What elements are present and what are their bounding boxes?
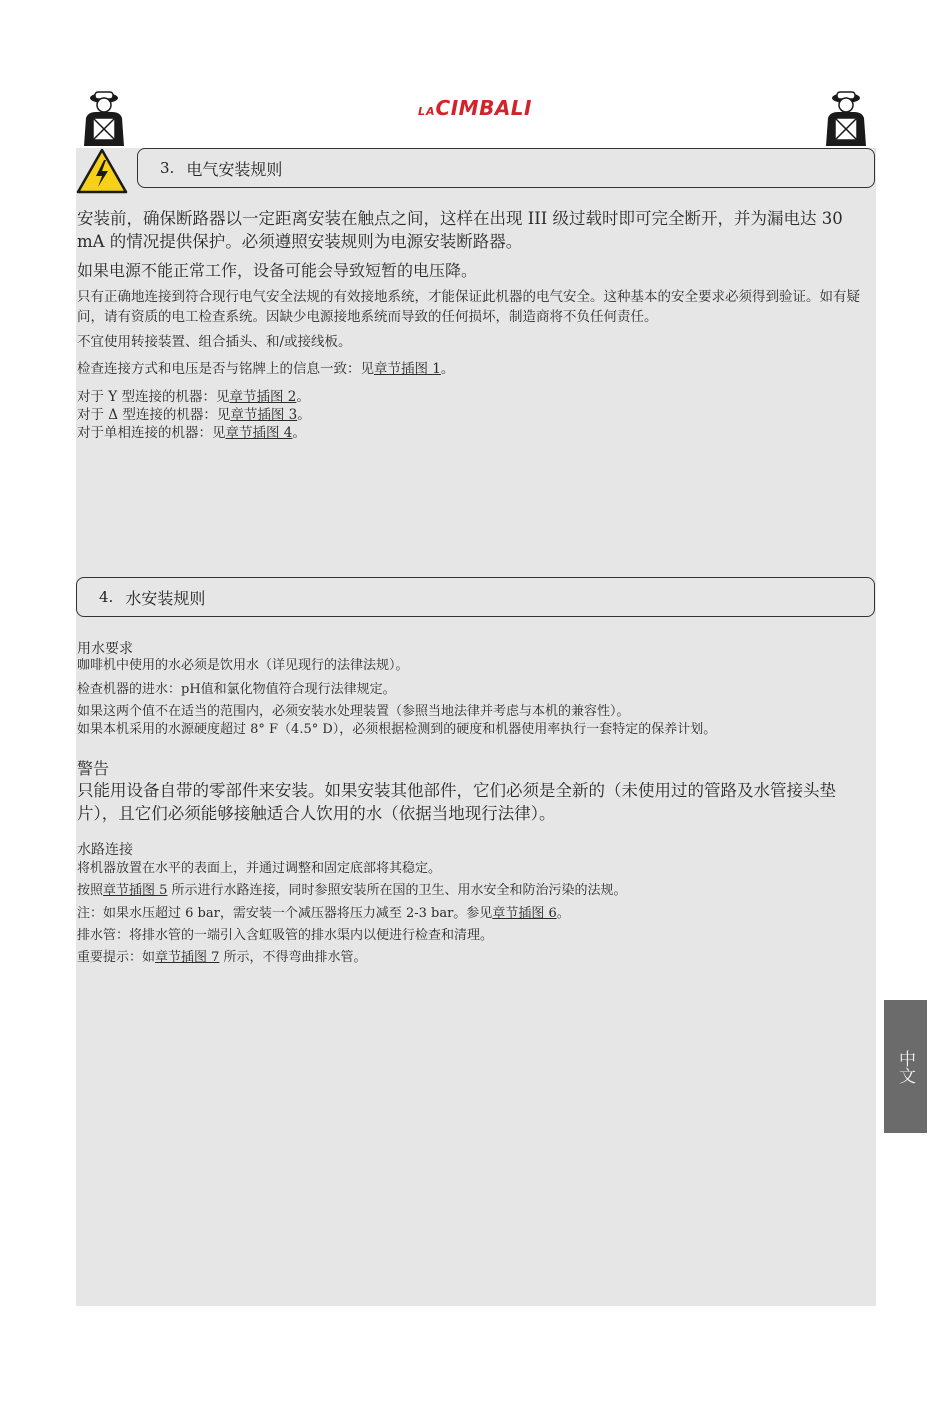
figure-link[interactable]: 章节插图 4 (225, 425, 293, 441)
paragraph: 检查机器的进水：pH值和氯化物值符合现行法律规定。 (77, 682, 396, 697)
section-number: 4. (99, 588, 114, 606)
section-title: 电气安装规则 (186, 159, 283, 179)
language-tab[interactable] (884, 1000, 927, 1133)
section-title: 水安装规则 (125, 588, 206, 608)
figure-link[interactable]: 章节插图 5 (103, 883, 168, 898)
paragraph: 安装前，确保断路器以一定距离安装在触点之间，这样在出现 III 级过载时即可完全断开，并为漏电达 30 mA 的情况提供保护。必须遵照安装规则为电源安装断路器。 (77, 209, 843, 251)
section-number: 3. (160, 159, 175, 177)
section-3-heading (137, 148, 875, 188)
section-4-heading (76, 577, 875, 617)
paragraph: 排水管：将排水管的一端引入含虹吸管的排水渠内以便进行检查和清理。 (77, 928, 494, 943)
warning-heading: 警告 (77, 759, 110, 778)
figure-link[interactable]: 章节插图 2 (229, 389, 297, 405)
paragraph: 如果这两个值不在适当的范围内，必须安装水处理装置（参照当地法律并考虑与本机的兼容性）。 (77, 704, 630, 719)
high-voltage-warning-icon (76, 148, 128, 194)
paragraph: 将机器放置在水平的表面上，并通过调整和固定底部将其稳定。 (77, 861, 442, 876)
subheading: 水路连接 (77, 842, 133, 858)
brand-logo (0, 96, 950, 120)
figure-link[interactable]: 章节插图 6 (492, 906, 557, 921)
paragraph: 如果本机采用的水源硬度超过 8° F（4.5° D），必须根据检测到的硬度和机器使用率执行一套特定的保养计划。 (77, 722, 717, 737)
figure-link[interactable]: 章节插图 1 (374, 361, 441, 377)
logo-prefix: LA (418, 105, 436, 118)
paragraph: 按照章节插图 5 所示进行水路连接，同时参照安装所在国的卫生、用水安全和防治污染的法规。 (77, 883, 627, 898)
paragraph: 咖啡机中使用的水必须是饮用水（详见现行的法律法规）。 (77, 658, 409, 673)
paragraph: 对于 Δ 型连接的机器：见章节插图 3。 (77, 407, 311, 423)
paragraph: 如果电源不能正常工作，设备可能会导致短暂的电压降。 (77, 261, 478, 280)
warning-text: 只能用设备自带的零部件来安装。如果安装其他部件，它们必须是全新的（未使用过的管路及水管接头垫片），且它们必须能够接触适合人饮用的水（依据当地现行法律）。 (77, 781, 836, 823)
logo-main: CIMBALI (435, 96, 532, 120)
paragraph: 重要提示：如章节插图 7 所示，不得弯曲排水管。 (77, 950, 367, 965)
paragraph: 对于 Y 型连接的机器：见章节插图 2。 (77, 389, 310, 405)
paragraph: 检查连接方式和电压是否与铭牌上的信息一致：见章节插图 1。 (77, 361, 455, 377)
paragraph: 不宜使用转接装置、组合插头、和/或接线板。 (77, 334, 352, 350)
paragraph: 对于单相连接的机器：见章节插图 4。 (77, 425, 306, 441)
worker-icon (818, 88, 874, 146)
subheading: 用水要求 (77, 641, 133, 657)
figure-link[interactable]: 章节插图 3 (230, 407, 298, 423)
language-tab-label: 中文 (895, 1049, 915, 1084)
paragraph: 注：如果水压超过 6 bar，需安装一个减压器将压力减至 2-3 bar。参见章节插图 6。 (77, 906, 570, 921)
paragraph: 只有正确地连接到符合现行电气安全法规的有效接地系统，才能保证此机器的电气安全。这种基本的安全要求必须得到验证。如有疑问，请有资质的电工检查系统。因缺少电源接地系统而导致的任何损坏，制造商将不负任何责任。 (77, 289, 860, 325)
figure-link[interactable]: 章节插图 7 (155, 950, 220, 965)
